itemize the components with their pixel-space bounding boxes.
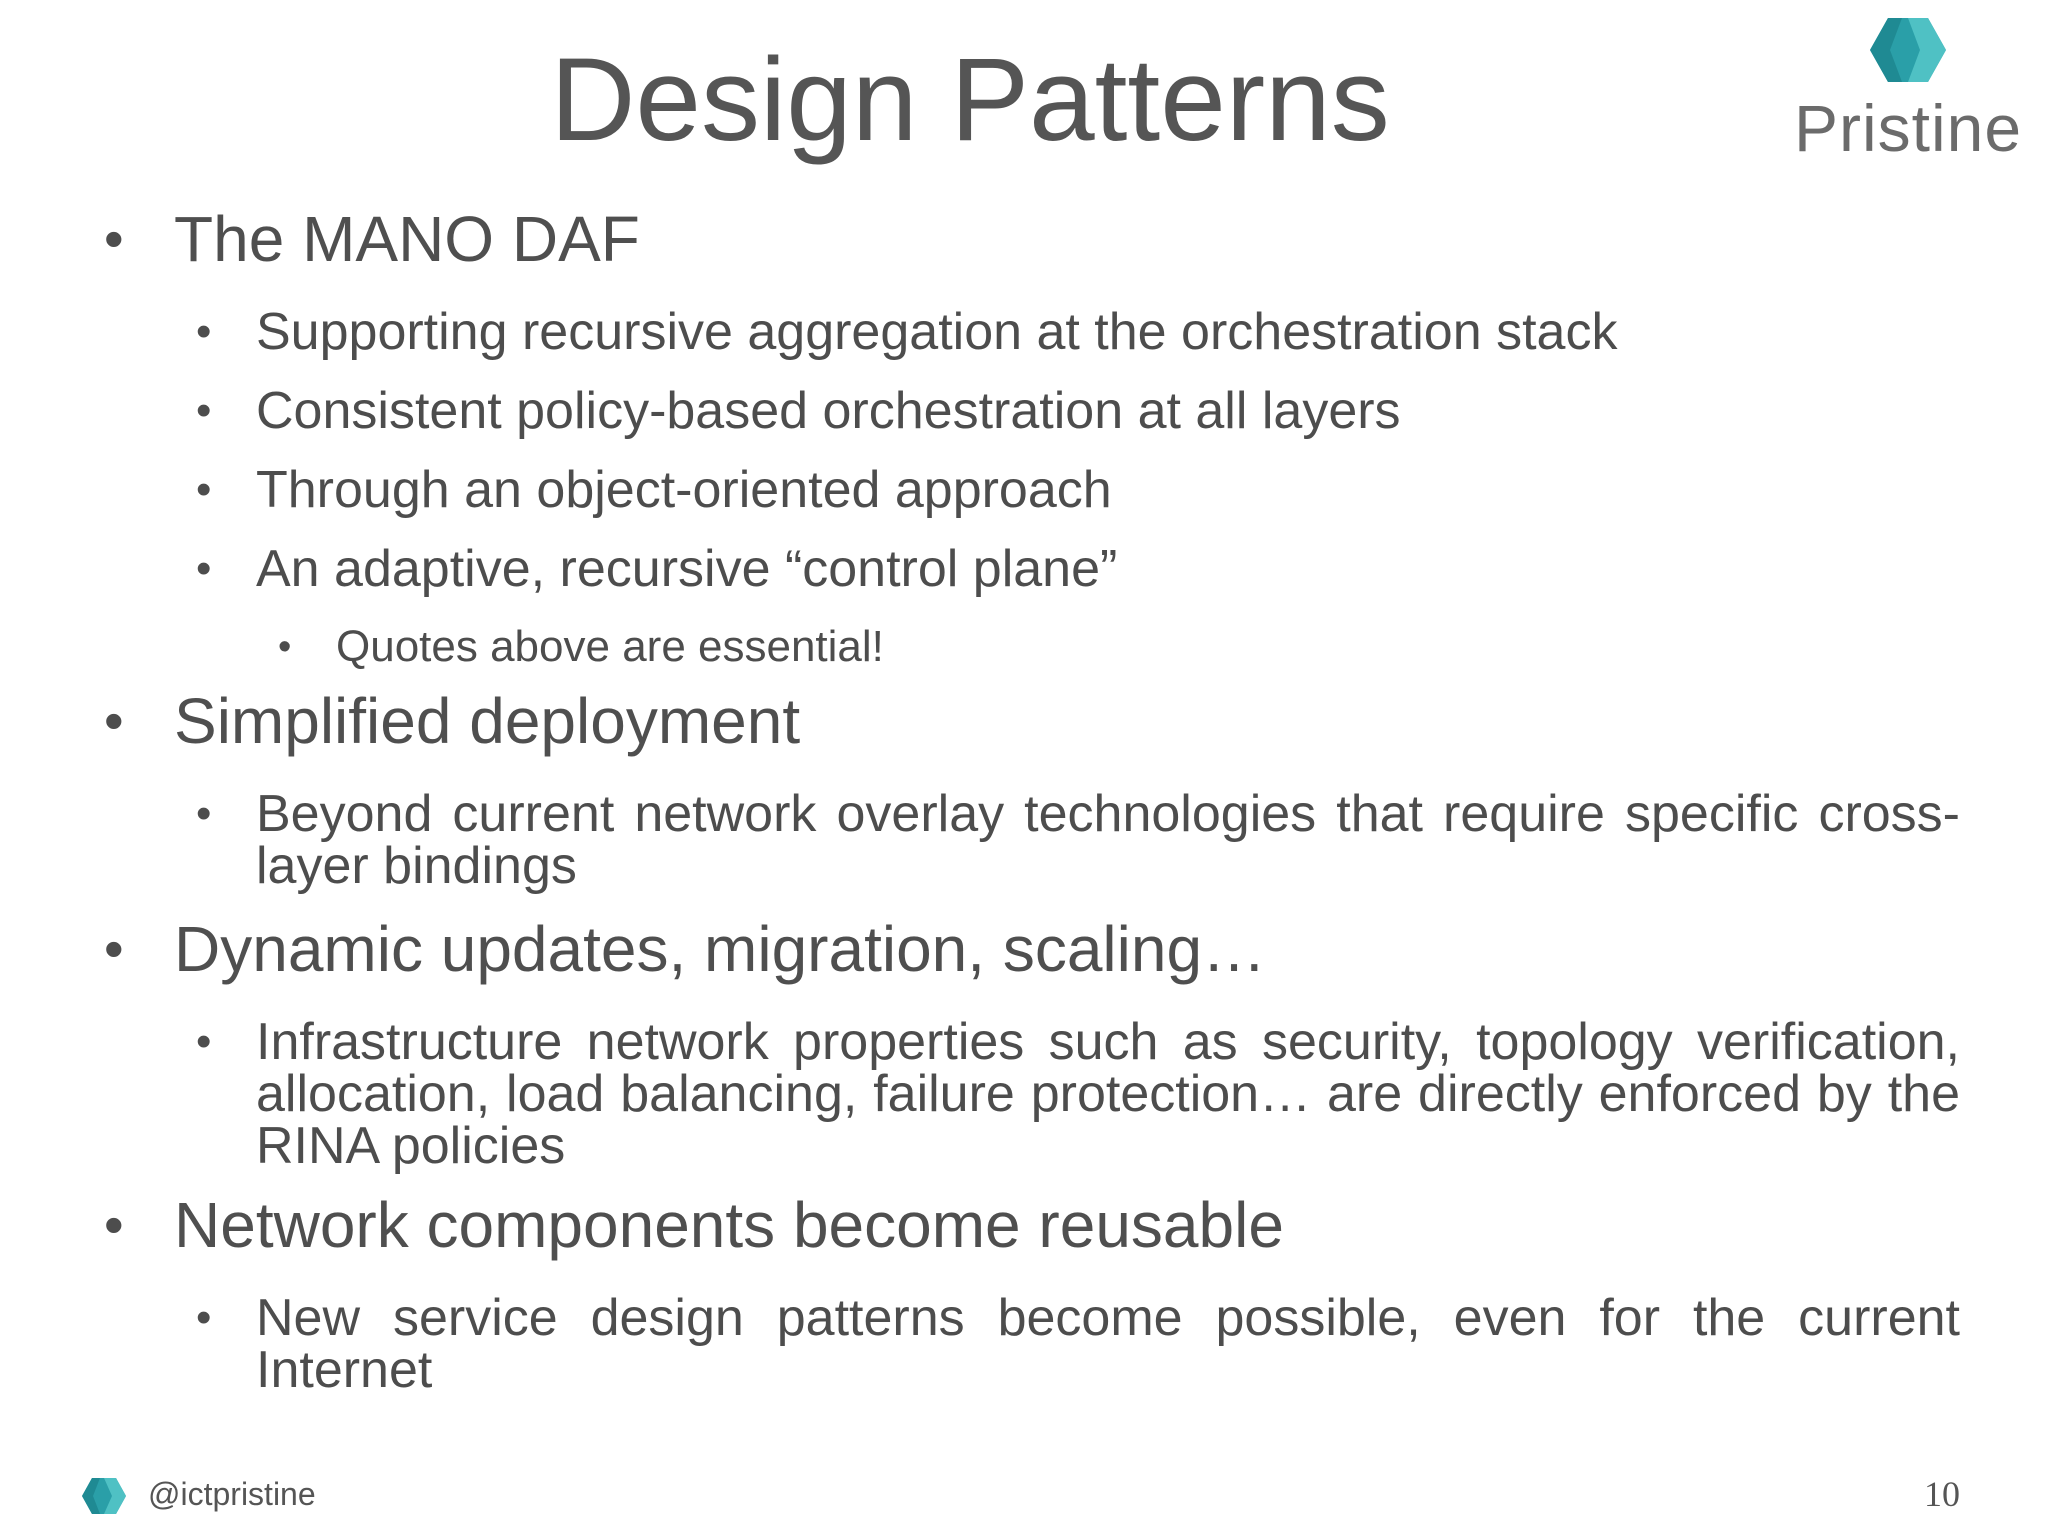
logo-wordmark: Pristine bbox=[1793, 91, 2023, 165]
bullet-text: Supporting recursive aggregation at the orchestration stack bbox=[256, 303, 1618, 361]
bullet-text: Consistent policy-based orchestration at all layers bbox=[256, 382, 1401, 440]
bullet-dot: • bbox=[196, 307, 212, 356]
bullet-level2 bbox=[196, 1013, 1960, 1175]
bullet-dot: • bbox=[196, 386, 212, 435]
section-heading: Network components become reusable bbox=[174, 1189, 1284, 1261]
bullet-level2 bbox=[196, 382, 1960, 440]
bullet-text: An adaptive, recursive “control plane” bbox=[256, 540, 1118, 598]
bullet-text: Infrastructure network properties such as security, topology verification, allocation, load balancing, failure protection… are directly enforced by the RINA policies bbox=[256, 1013, 1960, 1175]
bullet-dot: • bbox=[278, 626, 292, 668]
bullet-dot: • bbox=[104, 689, 124, 752]
pristine-logo bbox=[1788, 14, 2028, 164]
bullet-level1 bbox=[104, 914, 1984, 984]
bullet-level2 bbox=[196, 1289, 1960, 1399]
bullet-level1 bbox=[104, 686, 1984, 756]
bullet-level2 bbox=[196, 540, 1960, 598]
bullet-level3 bbox=[278, 622, 1958, 672]
bullet-dot: • bbox=[196, 1017, 212, 1066]
bullet-level1 bbox=[104, 204, 1984, 274]
bullet-text: Beyond current network overlay technologies that require specific cross-layer bindings bbox=[256, 785, 1960, 895]
bullet-level2 bbox=[196, 303, 1960, 361]
bullet-dot: • bbox=[196, 789, 212, 838]
bullet-text: New service design patterns become possible, even for the current Internet bbox=[256, 1289, 1960, 1399]
bullet-dot: • bbox=[196, 1293, 212, 1342]
section-heading: The MANO DAF bbox=[174, 203, 640, 275]
twitter-handle: @ictpristine bbox=[148, 1476, 316, 1512]
bullet-dot: • bbox=[104, 207, 124, 270]
hexagon-footer-icon bbox=[80, 1476, 128, 1516]
section-heading: Simplified deployment bbox=[174, 685, 801, 757]
bullet-dot: • bbox=[196, 465, 212, 514]
bullet-text: Through an object-oriented approach bbox=[256, 461, 1112, 519]
bullet-text: Quotes above are essential! bbox=[336, 622, 884, 671]
hexagon-logo-icon bbox=[1868, 14, 1948, 86]
bullet-dot: • bbox=[104, 1193, 124, 1256]
bullet-level2 bbox=[196, 461, 1960, 519]
bullet-level1 bbox=[104, 1190, 1984, 1260]
bullet-level2 bbox=[196, 785, 1960, 895]
bullet-dot: • bbox=[104, 917, 124, 980]
slide-title: Design Patterns bbox=[550, 34, 1390, 166]
bullet-dot: • bbox=[196, 544, 212, 593]
page-number: 10 bbox=[1924, 1474, 1960, 1514]
section-heading: Dynamic updates, migration, scaling… bbox=[174, 913, 1267, 985]
